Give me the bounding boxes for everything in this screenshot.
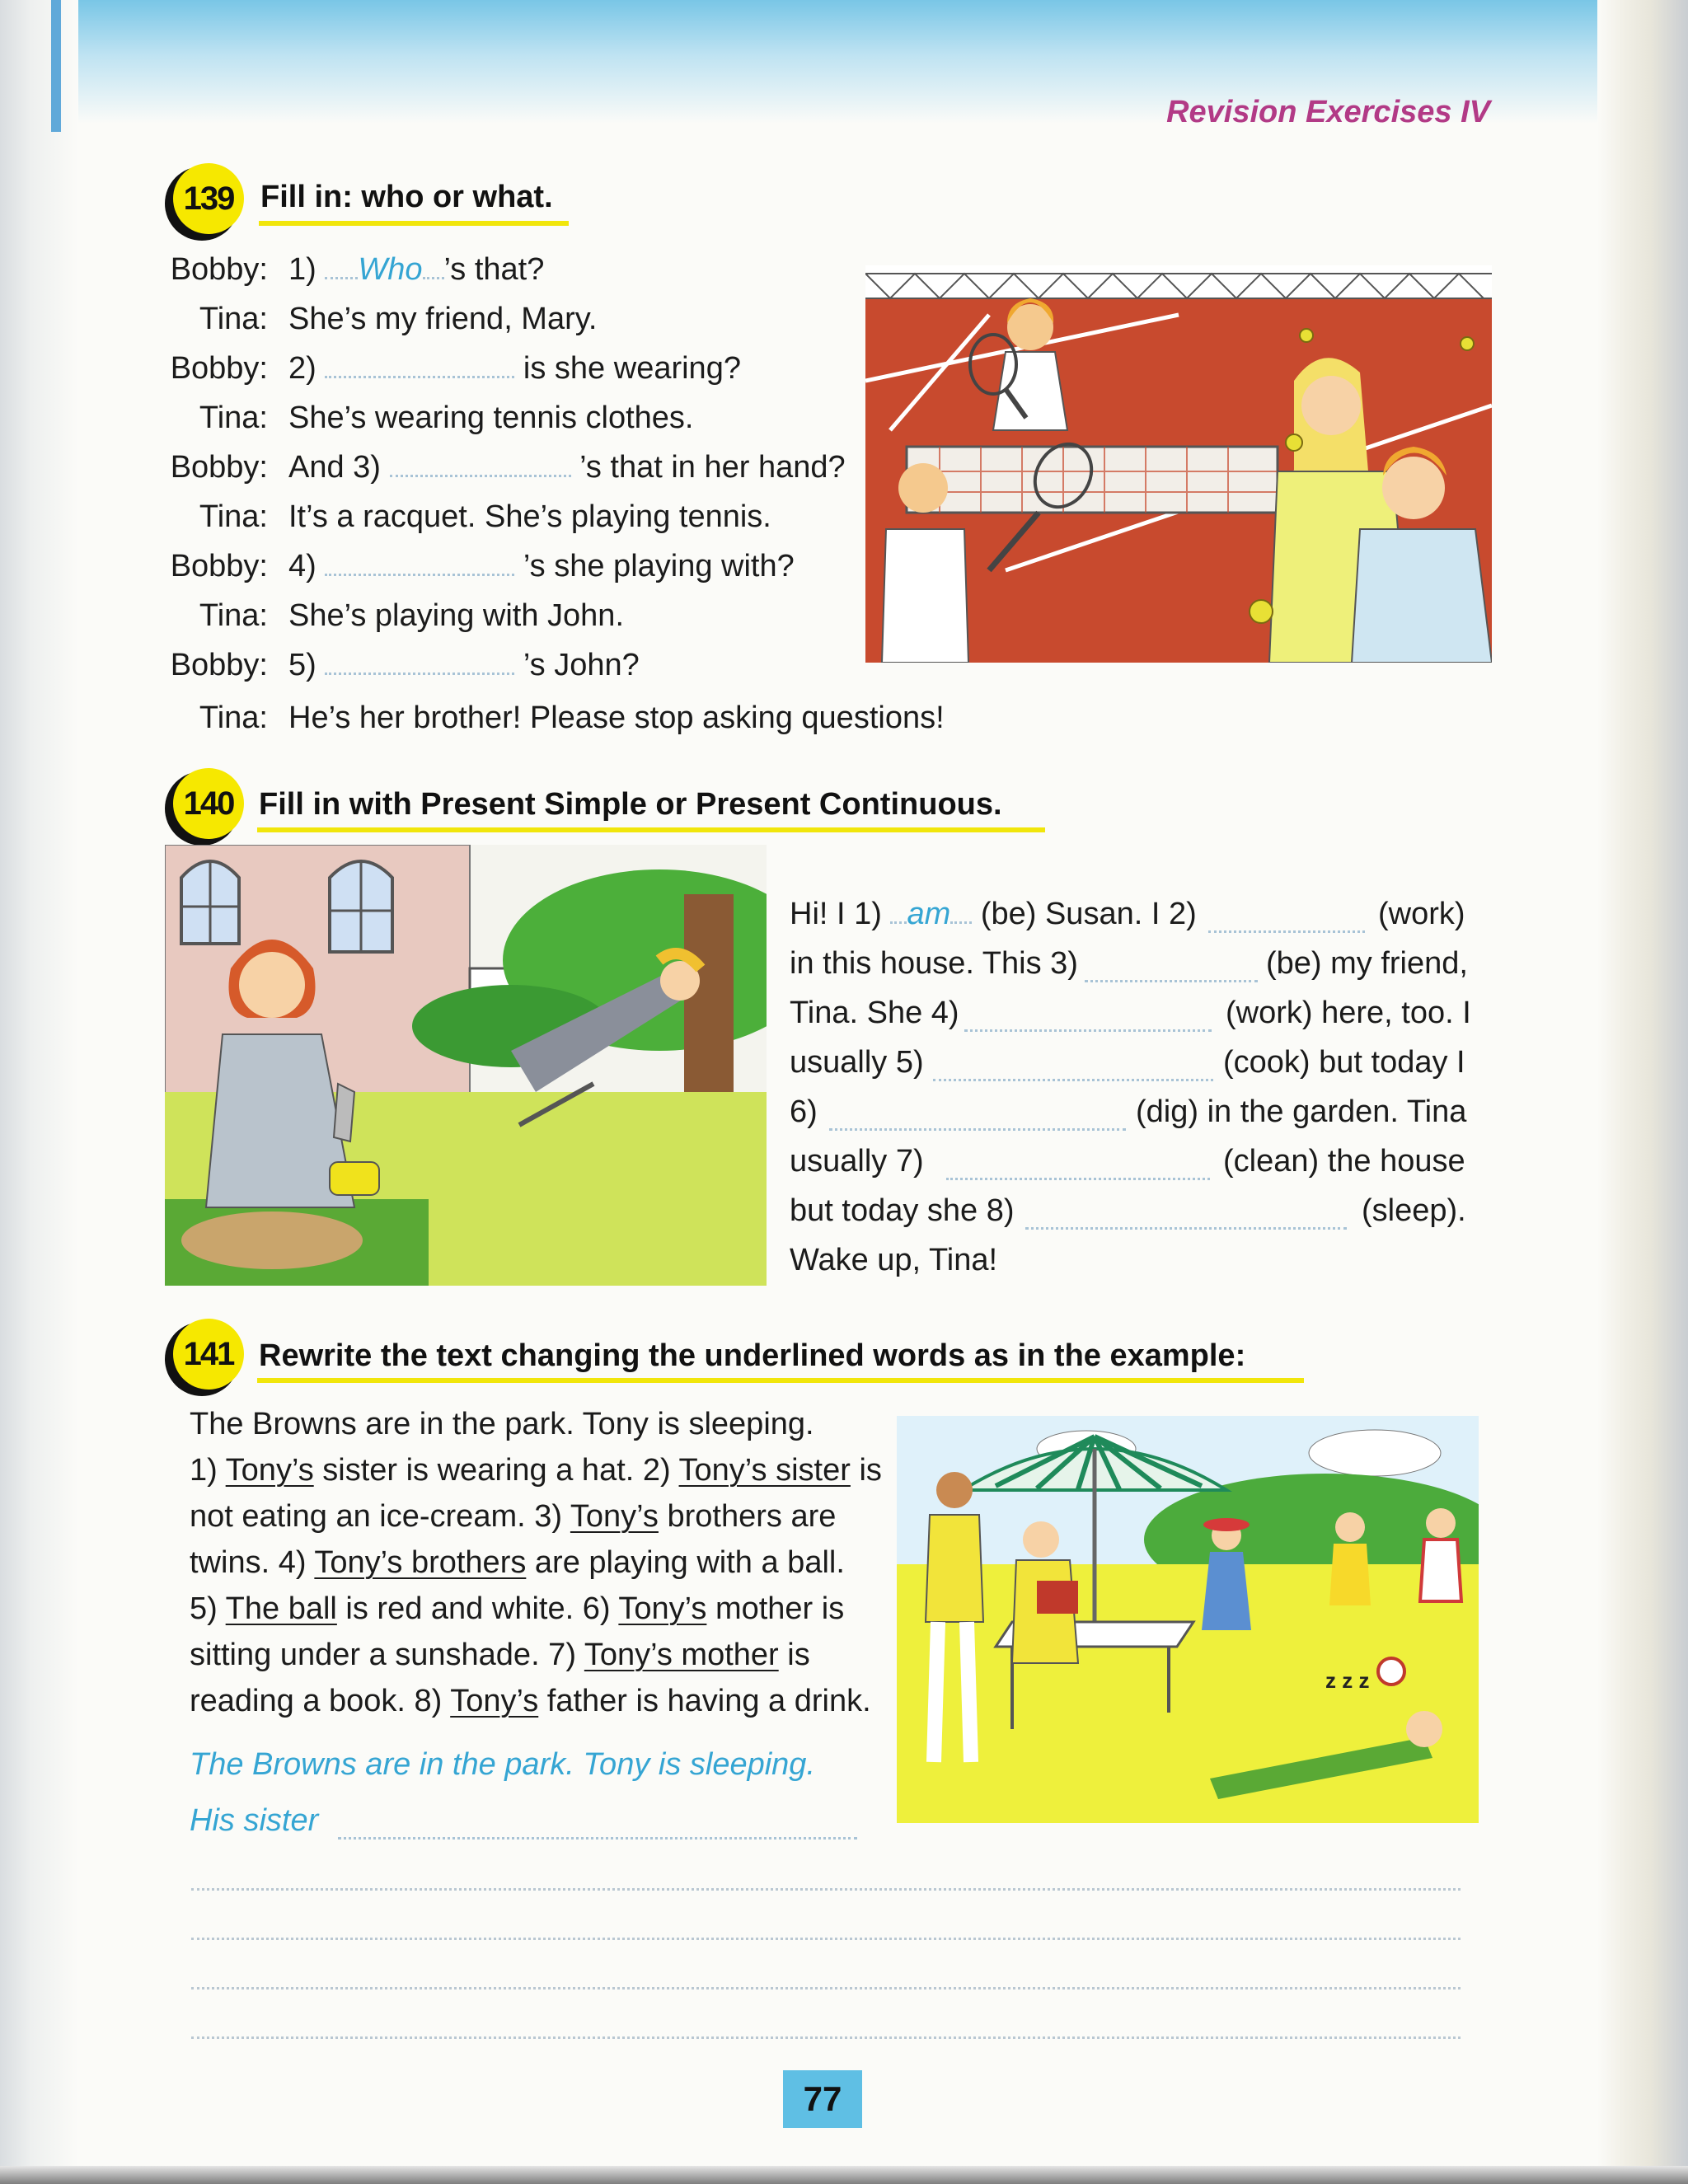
verb-hint: (work) here, too. I xyxy=(1226,996,1471,1030)
text-line: 5) The ball is red and white. 6) Tony’s mother is xyxy=(190,1591,845,1626)
dialogue-line: It’s a racquet. She’s playing tennis. xyxy=(288,499,771,534)
dialogue-line: 5) ’s John? xyxy=(288,648,640,682)
example-sentence: The Browns are in the park. Tony is sleeping. xyxy=(190,1747,815,1782)
answer-line-4[interactable] xyxy=(191,1986,1461,1990)
blank-3[interactable] xyxy=(390,474,571,477)
text-line: not eating an ice-cream. 3) Tony’s brothers are xyxy=(190,1499,837,1534)
speaker: Bobby: xyxy=(170,648,268,682)
speaker: Tina: xyxy=(199,598,268,633)
exercise-141-text xyxy=(190,1401,898,1731)
tennis-illustration xyxy=(865,265,1492,663)
speaker: Bobby: xyxy=(170,549,268,583)
answer-line-2[interactable] xyxy=(191,1887,1461,1891)
sleep-zzz: z z z xyxy=(1325,1668,1370,1693)
blank-7[interactable] xyxy=(946,1177,1210,1180)
answer-who: Who xyxy=(358,252,423,287)
speaker: Tina: xyxy=(199,302,268,336)
exercise-141-title-underline xyxy=(257,1378,1304,1383)
dialogue-line: He’s her brother! Please stop asking questions! xyxy=(288,701,945,735)
text-line: Tina. She 4) xyxy=(790,996,959,1030)
dialogue-line: She’s playing with John. xyxy=(288,598,624,633)
spine-color-strip xyxy=(51,0,61,132)
text-line: Hi! I 1) am (be) Susan. I 2) xyxy=(790,897,1197,931)
dialogue-line: And 3) ’s that in her hand? xyxy=(288,450,846,485)
park-illustration xyxy=(897,1416,1479,1823)
verb-hint: (dig) in the garden. Tina xyxy=(1136,1094,1467,1129)
blank-8[interactable] xyxy=(1025,1226,1347,1230)
blank-6[interactable] xyxy=(829,1127,1126,1131)
blank-4[interactable] xyxy=(325,573,514,576)
page-number: 77 xyxy=(783,2070,862,2128)
answer-line-5[interactable] xyxy=(191,2036,1461,2039)
verb-hint: (be) my friend, xyxy=(1266,946,1468,981)
garden-illustration xyxy=(165,845,767,1286)
blank-2[interactable] xyxy=(325,375,514,378)
exercise-140-badge: 140 xyxy=(165,768,247,851)
dialogue-line: 2) is she wearing? xyxy=(288,351,741,386)
text-line: Wake up, Tina! xyxy=(790,1243,998,1277)
text-line: sitting under a sunshade. 7) Tony’s mother is xyxy=(190,1638,810,1672)
verb-hint: (sleep). xyxy=(1362,1193,1466,1228)
speaker: Tina: xyxy=(199,401,268,435)
blank-5[interactable] xyxy=(933,1078,1213,1081)
text-line: 6) xyxy=(790,1094,818,1129)
blank-2[interactable] xyxy=(1208,930,1365,933)
text-line: The Browns are in the park. Tony is sleeping. xyxy=(190,1407,814,1441)
text-line: 1) Tony’s sister is wearing a hat. 2) Tony’s sister is xyxy=(190,1453,882,1488)
book-spine-shadow xyxy=(0,0,78,2184)
answer-line-3[interactable] xyxy=(191,1937,1461,1940)
answer-line-1[interactable] xyxy=(338,1836,857,1840)
dialogue-line: She’s wearing tennis clothes. xyxy=(288,401,694,435)
speaker: Tina: xyxy=(199,499,268,534)
answer-am: am xyxy=(907,897,951,931)
verb-hint: (clean) the house xyxy=(1223,1144,1465,1179)
speaker: Bobby: xyxy=(170,252,268,287)
bottom-edge xyxy=(0,2166,1688,2184)
exercise-140-title: Fill in with Present Simple or Present Continuous. xyxy=(259,787,1002,822)
exercise-141-badge: 141 xyxy=(165,1319,247,1401)
text-line: usually 5) xyxy=(790,1045,924,1080)
dialogue-line: 1) Who ’s that? xyxy=(288,252,545,287)
exercise-141-title: Rewrite the text changing the underlined words as in the example: xyxy=(259,1338,1246,1373)
example-start: His sister xyxy=(190,1803,319,1838)
text-line: reading a book. 8) Tony’s father is having a drink. xyxy=(190,1684,871,1718)
exercise-139-title-underline xyxy=(259,221,569,226)
dialogue-line: 4) ’s she playing with? xyxy=(288,549,795,583)
verb-hint: (work) xyxy=(1378,897,1465,931)
text-line: but today she 8) xyxy=(790,1193,1015,1228)
speaker: Bobby: xyxy=(170,351,268,386)
blank-5[interactable] xyxy=(325,672,514,675)
blank-3[interactable] xyxy=(1085,979,1258,982)
dialogue-line: She’s my friend, Mary. xyxy=(288,302,598,336)
text-line: usually 7) xyxy=(790,1144,924,1179)
text-line: twins. 4) Tony’s brothers are playing with a ball. xyxy=(190,1545,845,1580)
page-edge xyxy=(1597,0,1688,2184)
blank-4[interactable] xyxy=(964,1029,1212,1032)
speaker: Bobby: xyxy=(170,450,268,485)
exercise-139-title: Fill in: who or what. xyxy=(260,180,553,214)
speaker: Tina: xyxy=(199,701,268,735)
exercise-140-title-underline xyxy=(257,827,1045,832)
text-line: in this house. This 3) xyxy=(790,946,1078,981)
exercise-139-badge: 139 xyxy=(165,163,247,246)
running-title: Revision Exercises IV xyxy=(1166,95,1490,129)
verb-hint: (cook) but today I xyxy=(1223,1045,1465,1080)
